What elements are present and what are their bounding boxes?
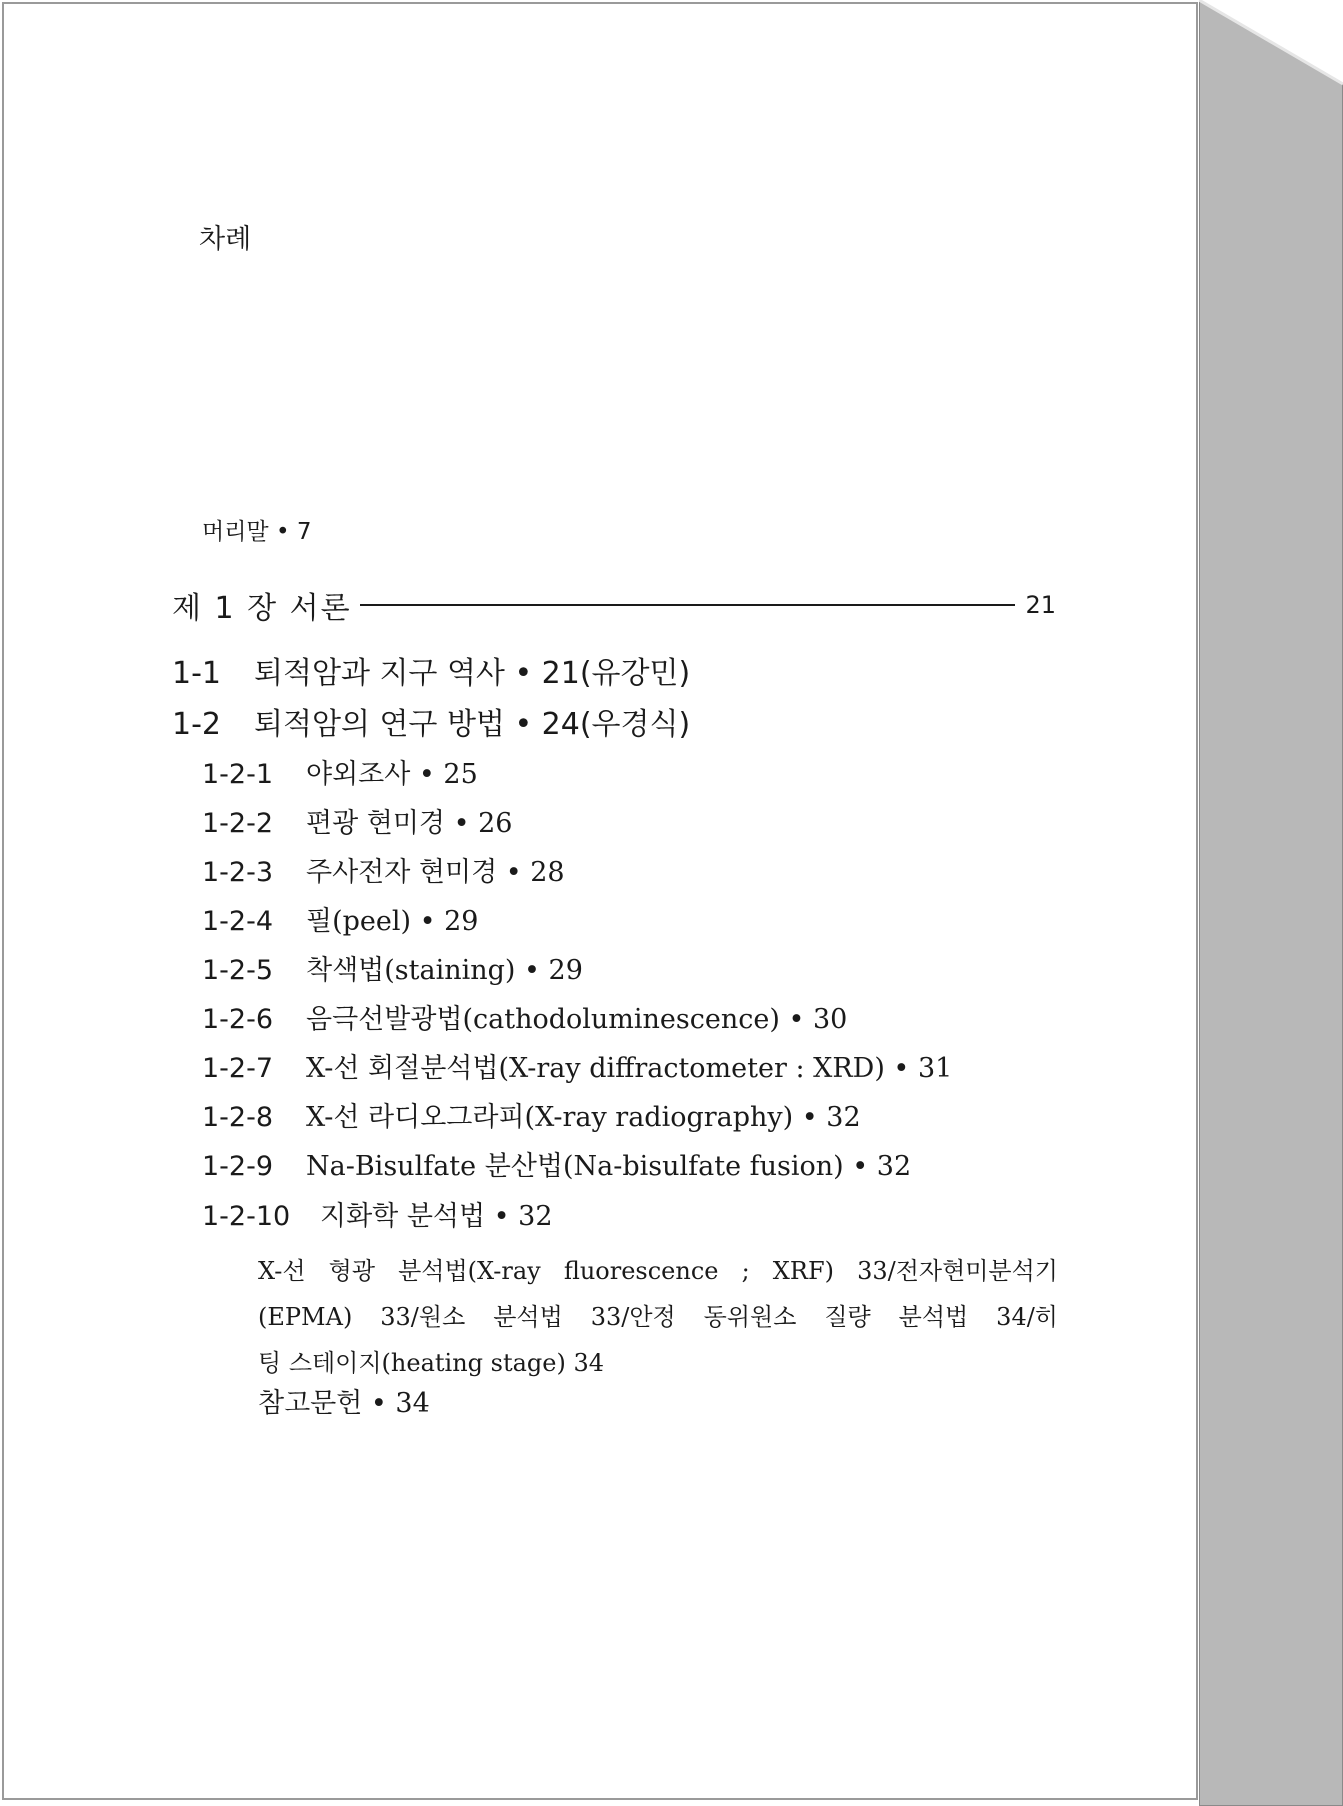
toc-detail-items <box>258 1248 1058 1386</box>
chapter-1-heading <box>172 587 1056 626</box>
detail-line: (EPMA) 33/원소 분석법 33/안정 동위원소 질량 분석법 34/히 <box>258 1303 1058 1331</box>
detail-line: X-선 형광 분석법(X-ray fluorescence ; XRF) 33/전자현미분석기 <box>258 1257 1058 1285</box>
subsection-text: 야외조사 • 25 <box>306 759 478 790</box>
chapter-page-number: 21 <box>1025 591 1056 619</box>
subsection-text: X-선 라디오그라피(X-ray radiography) • 32 <box>306 1102 861 1133</box>
section-text: 퇴적암의 연구 방법 • 24(우경식) <box>254 707 691 742</box>
chapter-leader-line <box>360 604 1016 606</box>
subsection-number: 1-2-10 <box>202 1201 291 1232</box>
book-page <box>2 2 1198 1800</box>
subsection-number: 1-2-9 <box>202 1151 274 1182</box>
subsection-text: X-선 회절분석법(X-ray diffractometer : XRD) • 31 <box>306 1053 953 1084</box>
toc-section <box>172 656 691 691</box>
subsection-text: 착색법(staining) • 29 <box>306 955 583 986</box>
chapter-label: 제 1 장 서론 <box>172 591 352 626</box>
subsection-number: 1-2-8 <box>202 1102 274 1133</box>
subsection-text: Na-Bisulfate 분산법(Na-bisulfate fusion) • 32 <box>306 1151 912 1182</box>
toc-subsection <box>202 761 478 788</box>
subsection-number: 1-2-4 <box>202 906 274 937</box>
section-number: 1-1 <box>172 656 221 691</box>
subsection-number: 1-2-7 <box>202 1053 274 1084</box>
section-text: 퇴적암과 지구 역사 • 21(유강민) <box>254 656 691 691</box>
toc-subsection <box>202 1153 911 1180</box>
toc-subsection <box>202 810 512 837</box>
book-page-edge <box>1199 0 1343 1806</box>
subsection-text: 지화학 분석법 • 32 <box>320 1201 553 1232</box>
subsection-text: 필(peel) • 29 <box>306 906 479 937</box>
toc-subsection <box>202 859 565 886</box>
subsection-text: 편광 현미경 • 26 <box>306 808 513 839</box>
toc-subsection <box>202 1104 861 1131</box>
subsection-number: 1-2-3 <box>202 857 274 888</box>
toc-subsection <box>202 957 583 984</box>
subsection-text: 주사전자 현미경 • 28 <box>306 857 565 888</box>
toc-title: 차례 <box>199 224 252 255</box>
toc-subsection <box>202 1055 952 1082</box>
toc-preface: 머리말 • 7 <box>202 519 312 545</box>
subsection-number: 1-2-1 <box>202 759 274 790</box>
toc-subsection <box>202 908 478 935</box>
subsection-text: 음극선발광법(cathodoluminescence) • 30 <box>306 1004 848 1035</box>
subsection-number: 1-2-5 <box>202 955 274 986</box>
toc-subsection <box>202 1006 847 1033</box>
subsection-number: 1-2-2 <box>202 808 274 839</box>
section-number: 1-2 <box>172 707 221 742</box>
toc-references: 참고문헌 • 34 <box>258 1388 430 1419</box>
toc-subsection <box>202 1203 553 1230</box>
subsection-number: 1-2-6 <box>202 1004 274 1035</box>
detail-line: 팅 스테이지(heating stage) 34 <box>258 1349 605 1377</box>
toc-section <box>172 707 691 742</box>
